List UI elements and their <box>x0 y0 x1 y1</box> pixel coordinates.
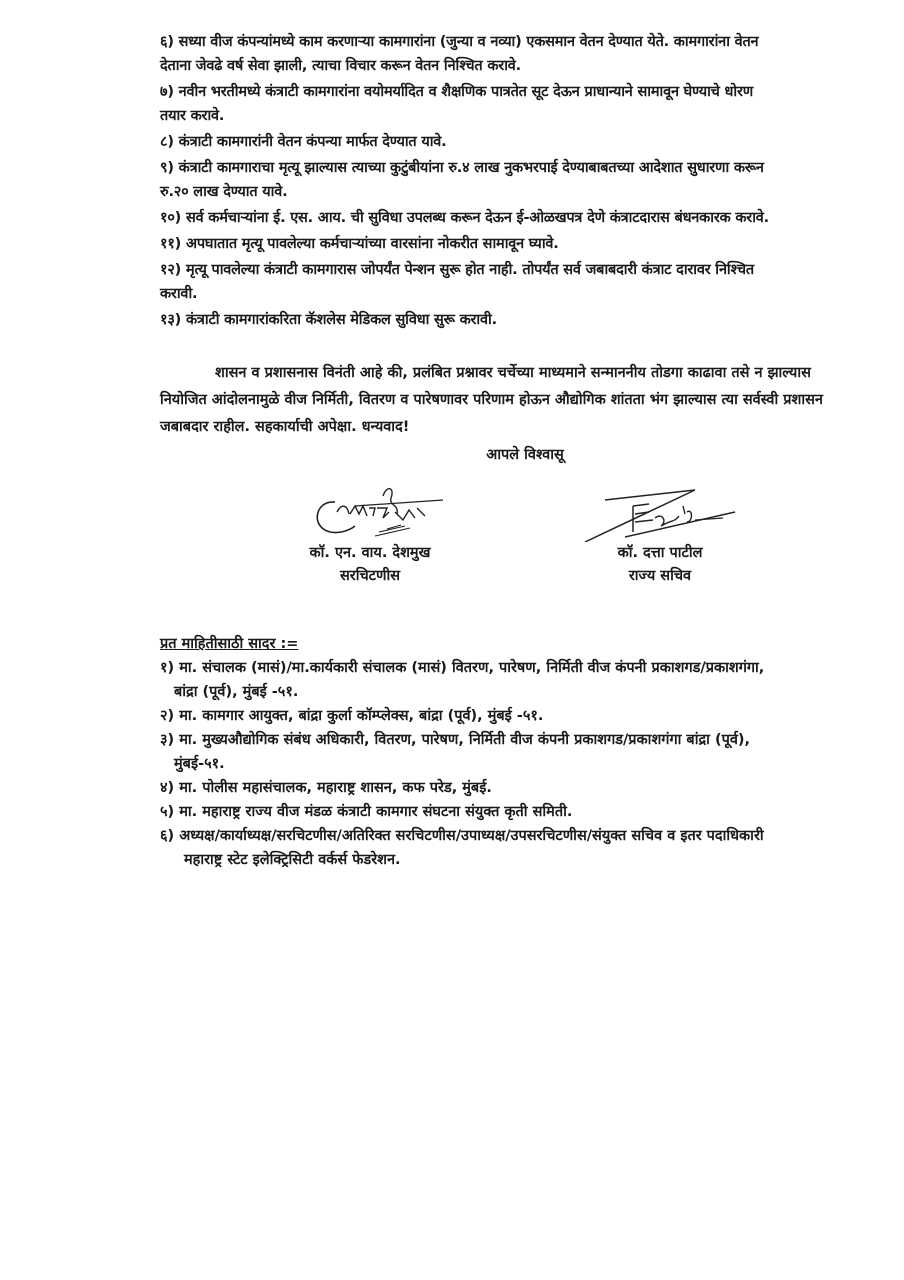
demand-text: कंत्राटी कामगारांनी वेतन कंपन्या मार्फत देण्यात यावे. <box>178 134 447 150</box>
demand-item <box>160 156 850 204</box>
copy-to-number: १) <box>160 660 175 676</box>
demand-number: १०) <box>160 210 182 226</box>
copy-to-item <box>160 704 850 728</box>
signature-icon <box>575 482 745 542</box>
copy-to-number: ३) <box>160 732 175 748</box>
demand-text-cont: करावी. <box>160 286 198 302</box>
copy-to-text-cont: मुंबई-५१. <box>174 756 225 772</box>
demand-item <box>160 308 850 332</box>
copy-to-number: ४) <box>160 780 175 796</box>
copy-to-item <box>160 800 850 824</box>
demand-item <box>160 258 850 306</box>
demand-text: अपघातात मृत्यू पावलेल्या कर्मचाऱ्यांच्या वारसांना नोकरीत सामावून घ्यावे. <box>185 236 559 252</box>
signatory-role: राज्य सचिव <box>628 568 692 584</box>
demand-item <box>160 206 850 230</box>
copy-to-item <box>160 656 850 704</box>
copy-to-title: प्रत माहितीसाठी सादर := <box>160 636 299 652</box>
demand-text-cont: देताना जेवढे वर्ष सेवा झाली, त्याचा विचार करून वेतन निश्चित करावे. <box>160 58 521 74</box>
copy-to-number: ५) <box>160 804 175 820</box>
demand-number: ६) <box>160 34 174 50</box>
signatures-block <box>0 482 904 602</box>
copy-to-text: मा. मुख्यऔद्योगिक संबंध अधिकारी, वितरण, पारेषण, निर्मिती वीज कंपनी प्रकाशगड/प्रकाशगंगा बांद्रा (पूर्व), <box>179 732 751 748</box>
demand-item <box>160 80 850 128</box>
demand-text: कंत्राटी कामगाराचा मृत्यू झाल्यास त्याच्या कुटुंबीयांना रु.४ लाख नुकभरपाई देण्याबाबतच्या आदेशात सुधारणा करून <box>178 160 764 176</box>
copy-to-text: अध्यक्ष/कार्याध्यक्ष/सरचिटणीस/अतिरिक्त सरचिटणीस/उपाध्यक्ष/उपसरचिटणीस/संयुक्त सचिव व इतर पदाधिकारी <box>179 828 764 844</box>
copy-to-item <box>160 728 850 776</box>
signatory-name: कॉ. एन. वाय. देशमुख <box>309 545 431 561</box>
copy-to-section <box>160 632 850 872</box>
signature-icon <box>295 482 445 542</box>
closing-section <box>160 360 850 467</box>
copy-to-text: मा. कामगार आयुक्त, बांद्रा कुर्ला कॉम्प्लेक्स, बांद्रा (पूर्व), मुंबई -५१. <box>179 708 544 724</box>
signatory-name: कॉ. दत्ता पाटील <box>617 545 703 561</box>
demand-item <box>160 30 850 78</box>
signatory-left <box>270 482 470 588</box>
demand-text: मृत्यू पावलेल्या कंत्राटी कामगारास जोपर्यंत पेन्शन सुरू होत नाही. तोपर्यंत सर्व जबाबदारी कंत्राट दारावर निश्चित <box>185 262 754 278</box>
demand-number: १२) <box>160 262 182 278</box>
document-body <box>160 30 850 467</box>
demand-text: कंत्राटी कामगारांकरिता कॅशलेस मेडिकल सुविधा सुरू करावी. <box>185 312 497 328</box>
demand-number: ९) <box>160 160 174 176</box>
demand-number: ८) <box>160 134 174 150</box>
demand-number: ११) <box>160 236 182 252</box>
copy-to-number: ६) <box>160 828 175 844</box>
demand-text-cont: रु.२० लाख देण्यात यावे. <box>160 184 288 200</box>
demand-text: नवीन भरतीमध्ये कंत्राटी कामगारांना वयोमर्यादित व शैक्षणिक पात्रतेत सूट देऊन प्राधान्याने सामावून घेण्याचे धोरण <box>178 84 754 100</box>
demand-item <box>160 130 850 154</box>
copy-to-text-cont: महाराष्ट्र स्टेट इलेक्ट्रिसिटी वर्कर्स फेडरेशन. <box>184 852 401 868</box>
demand-text-cont: तयार करावे. <box>160 108 225 124</box>
demand-item <box>160 232 850 256</box>
copy-to-text: मा. संचालक (मासं)/मा.कार्यकारी संचालक (मासं) वितरण, पारेषण, निर्मिती वीज कंपनी प्रकाशगड/प्रकाशगंगा, <box>179 660 765 676</box>
copy-to-text: मा. पोलीस महासंचालक, महाराष्ट्र शासन, कफ परेड, मुंबई. <box>179 780 492 796</box>
demand-number: ७) <box>160 84 174 100</box>
copy-to-text-cont: बांद्रा (पूर्व), मुंबई -५१. <box>174 684 299 700</box>
yours-faithfully: आपले विश्वासू <box>486 447 564 463</box>
signatory-right <box>570 482 750 588</box>
copy-to-item <box>160 824 850 872</box>
demand-number: १३) <box>160 312 182 328</box>
signatory-role: सरचिटणीस <box>339 568 401 584</box>
copy-to-item <box>160 776 850 800</box>
closing-paragraph: शासन व प्रशासनास विनंती आहे की, प्रलंबित प्रश्नावर चर्चेच्या माध्यमाने सन्माननीय तोडगा काढावा तसे न झाल्यास नियोजित आंदोलनामुळे वीज निर्मिती, वितरण व पारेषणावर परिणाम होऊन औद्योगिक शांतता भंग झाल्यास त्या सर्वस्वी प्रशासन जबाबदार राहील. सहकार्याची अपेक्षा. धन्यवाद! <box>160 365 823 435</box>
copy-to-text: मा. महाराष्ट्र राज्य वीज मंडळ कंत्राटी कामगार संघटना संयुक्त कृती समिती. <box>179 804 573 820</box>
demand-text: सर्व कर्मचाऱ्यांना ई. एस. आय. ची सुविधा उपलब्ध करून देऊन ई-ओळखपत्र देणे कंत्राटदारास बंधनकारक करावे. <box>185 210 769 226</box>
copy-to-number: २) <box>160 708 175 724</box>
demand-text: सध्या वीज कंपन्यांमध्ये काम करणाऱ्या कामगारांना (जुन्या व नव्या) एकसमान वेतन देण्यात येते. कामगारांना वेतन <box>178 34 759 50</box>
demands-list <box>160 30 850 332</box>
